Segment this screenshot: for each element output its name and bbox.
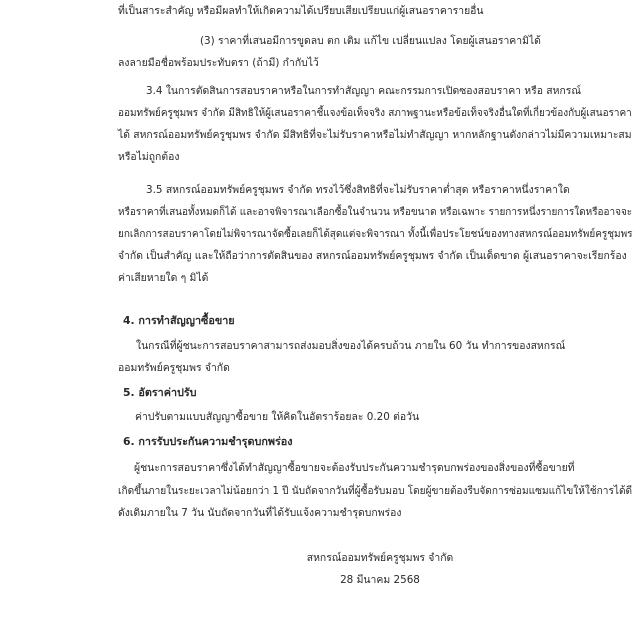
section6-line1: ผู้ชนะการสอบราคาซึ่งได้ทำสัญญาซื้อขายจะต้องรับประกันความชำรุดบกพร่องของสิ่งของที่ซื้อขายที่ — [134, 462, 575, 474]
clause-3-5-line2: หรือราคาที่เสนอทั้งหมดก็ได้ และอาจพิจารณาเลือกซื้อในจำนวน หรือขนาด หรือเฉพาะ รายการหนึ่งรายการใดหรืออาจจะ — [118, 206, 633, 218]
clause-3-4-line3: ได้ สหกรณ์ออมทรัพย์ครูชุมพร จำกัด มีสิทธิที่จะไม่รับราคาหรือไม่ทำสัญญา หากหลักฐานดังกล่าวไม่มีความเหมาะสม — [118, 129, 632, 141]
clause-3-5-line3: ยกเลิกการสอบราคาโดยไม่พิจารณาจัดซื้อเลยก็ได้สุดแต่จะพิจารณา ทั้งนี้เพื่อประโยชน์ของทางสหกรณ์ออมทรัพย์ครูชุมพร — [118, 228, 633, 240]
item3-line2: ลงลายมือชื่อพร้อมประทับตรา (ถ้ามี) กำกับไว้ — [118, 57, 319, 69]
signature-org: สหกรณ์ออมทรัพย์ครูชุมพร จำกัด — [306, 552, 454, 564]
section6-heading: 6. การรับประกันความชำรุดบกพร่อง — [123, 435, 293, 448]
clause-3-5-line4: จำกัด เป็นสำคัญ และให้ถือว่าการตัดสินของ สหกรณ์ออมทรัพย์ครูชุมพร จำกัด เป็นเด็ดขาด ผู้เสนอราคาจะเรียกร้อง — [118, 250, 627, 262]
section4-heading: 4. การทำสัญญาซื้อขาย — [123, 314, 235, 327]
section6-line2: เกิดขึ้นภายในระยะเวลาไม่น้อยกว่า 1 ปี นับถัดจากวันที่ผู้ซื้อรับมอบ โดยผู้ขายต้องรีบจัดการซ่อมแซมแก้ไขให้ใช้การได้ดี — [118, 485, 633, 497]
section5-line1: ค่าปรับตามแบบสัญญาซื้อขาย ให้คิดในอัตราร้อยละ 0.20 ต่อวัน — [135, 411, 420, 423]
clause-3-4-line4: หรือไม่ถูกต้อง — [118, 151, 180, 163]
clause-3-5-line1: 3.5 สหกรณ์ออมทรัพย์ครูชุมพร จำกัด ทรงไว้ซึ่งสิทธิที่จะไม่รับราคาต่ำสุด หรือราคาหนึ่งราคาใด — [146, 184, 570, 196]
section4-line1: ในกรณีที่ผู้ชนะการสอบราคาสามารถส่งมอบสิ่งของได้ครบถ้วน ภายใน 60 วัน ทำการของสหกรณ์ — [136, 340, 566, 352]
section5-heading: 5. อัตราค่าปรับ — [123, 386, 197, 399]
item3-line1: (3) ราคาที่เสนอมีการขูดลบ ตก เติม แก้ไข เปลี่ยนแปลง โดยผู้เสนอราคามิได้ — [200, 35, 541, 47]
signature-date: 28 มีนาคม 2568 — [340, 574, 420, 586]
section4-line2: ออมทรัพย์ครูชุมพร จำกัด — [118, 362, 230, 374]
clause-3-4-line2: ออมทรัพย์ครูชุมพร จำกัด มีสิทธิให้ผู้เสนอราคาชี้แจงข้อเท็จจริง สภาพฐานะหรือข้อเท็จจริงอื่นใดที่เกี่ยวข้องกับผู้เสนอราคา — [118, 107, 632, 119]
text-line: ที่เป็นสาระสำคัญ หรือมีผลทำให้เกิดความได้เปรียบเสียเปรียบแก่ผู้เสนอราคารายอื่น — [118, 5, 484, 17]
section6-line3: ดังเดิมภายใน 7 วัน นับถัดจากวันที่ได้รับแจ้งความชำรุดบกพร่อง — [118, 507, 402, 519]
clause-3-4-line1: 3.4 ในการตัดสินการสอบราคาหรือในการทำสัญญา คณะกรรมการเปิดซองสอบราคา หรือ สหกรณ์ — [146, 85, 581, 97]
clause-3-5-line5: ค่าเสียหายใด ๆ มิได้ — [118, 272, 209, 284]
